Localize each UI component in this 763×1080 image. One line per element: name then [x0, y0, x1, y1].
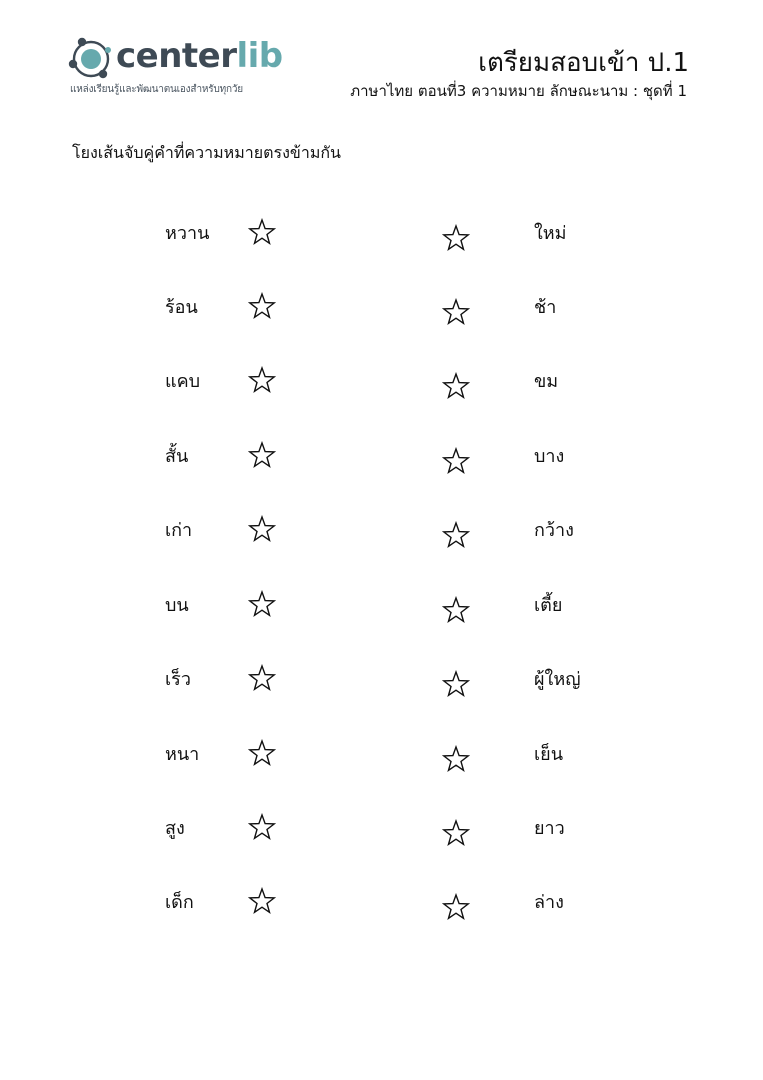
star-outline-icon [442, 596, 470, 624]
right-word: ผู้ใหญ่ [534, 669, 581, 690]
pair-row [0, 668, 763, 708]
star-outline-icon [248, 887, 276, 915]
pair-row [0, 743, 763, 783]
left-word: แคบ [165, 371, 201, 392]
star-outline-icon [248, 813, 276, 841]
star-outline-icon [442, 224, 470, 252]
star-outline-icon [248, 590, 276, 618]
instruction-text: โยงเส้นจับคู่คำที่ความหมายตรงข้ามกัน [72, 143, 341, 162]
logo-wordmark [116, 34, 283, 78]
page-subtitle: ภาษาไทย ตอนที่3 ความหมาย ลักษณะนาม : ชุดที่ 1 [350, 82, 687, 100]
star-outline-icon [442, 521, 470, 549]
pair-row [0, 370, 763, 410]
star-outline-icon [248, 515, 276, 543]
right-word: ยาว [534, 818, 565, 839]
star-outline-icon [442, 670, 470, 698]
right-word: ใหม่ [534, 223, 567, 244]
left-word: เด็ก [165, 892, 194, 913]
left-word: บน [165, 595, 189, 616]
left-word: สูง [165, 818, 185, 839]
right-word: ขม [534, 371, 559, 392]
left-word: เร็ว [165, 669, 191, 690]
pair-row [0, 817, 763, 857]
star-outline-icon [442, 372, 470, 400]
left-word: ร้อน [165, 297, 198, 318]
right-word: ช้า [534, 297, 557, 318]
logo-wordmark-center: center [116, 36, 237, 76]
star-outline-icon [442, 298, 470, 326]
centerlib-logo [68, 32, 298, 102]
logo-tagline: แหล่งเรียนรู้และพัฒนาตนเองสำหรับทุกวัย [70, 84, 243, 95]
star-outline-icon [442, 745, 470, 773]
star-outline-icon [248, 366, 276, 394]
right-word: บาง [534, 446, 565, 467]
left-word: หวาน [165, 223, 210, 244]
star-outline-icon [442, 447, 470, 475]
pair-row [0, 296, 763, 336]
star-outline-icon [248, 218, 276, 246]
right-word: กว้าง [534, 520, 574, 541]
pair-row [0, 594, 763, 634]
pair-row [0, 445, 763, 485]
star-outline-icon [248, 664, 276, 692]
right-word: ล่าง [534, 892, 564, 913]
page-title: เตรียมสอบเข้า ป.1 [478, 48, 689, 78]
right-word: เตี้ย [534, 595, 563, 616]
left-word: หนา [165, 744, 200, 765]
left-word: สั้น [165, 446, 189, 467]
left-word: เก่า [165, 520, 193, 541]
star-outline-icon [248, 739, 276, 767]
logo-wordmark-lib: lib [236, 36, 283, 76]
star-outline-icon [248, 292, 276, 320]
right-word: เย็น [534, 744, 564, 765]
pair-row [0, 222, 763, 262]
pair-row [0, 891, 763, 931]
logo-molecule-icon [68, 34, 114, 80]
star-outline-icon [442, 819, 470, 847]
star-outline-icon [248, 441, 276, 469]
star-outline-icon [442, 893, 470, 921]
pair-row [0, 519, 763, 559]
